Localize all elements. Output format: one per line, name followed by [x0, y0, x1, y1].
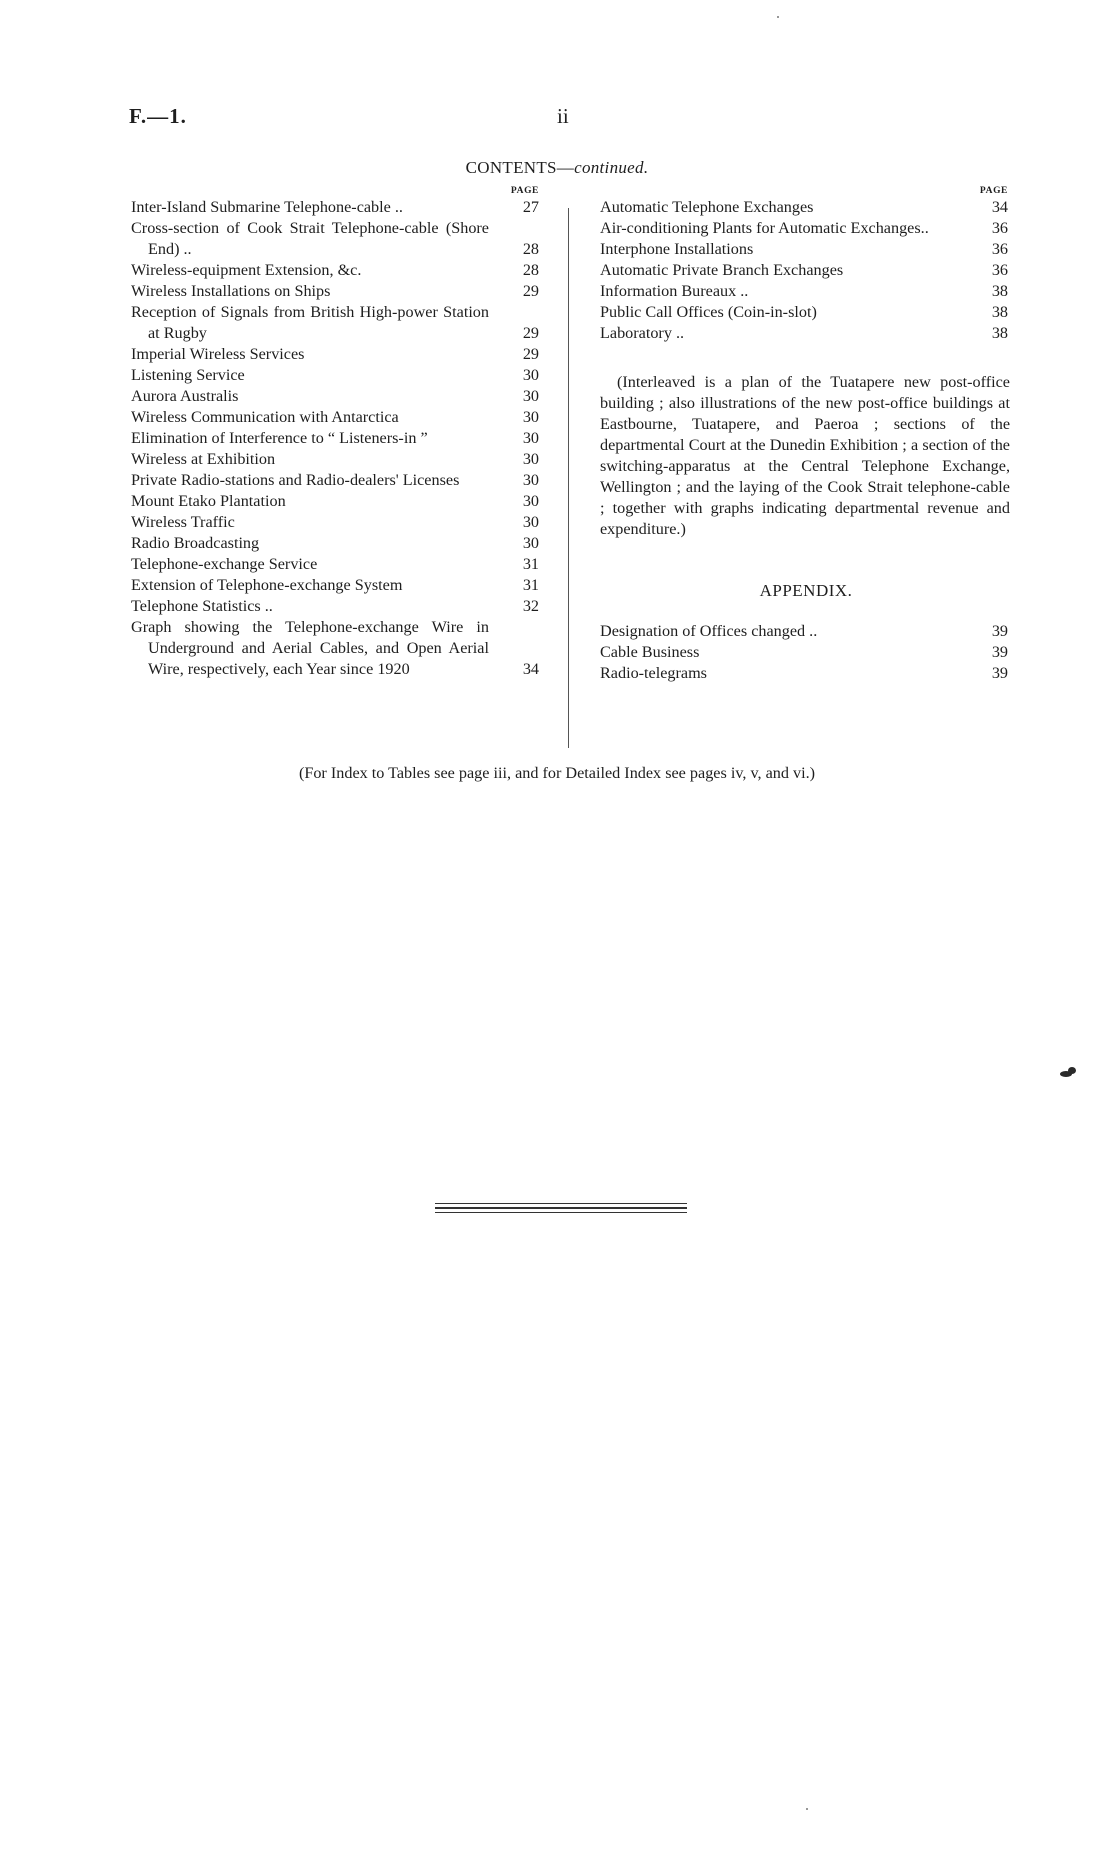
contents-entry	[131, 596, 543, 617]
contents-title: CONTENTS—	[465, 158, 575, 177]
contents-entry	[600, 260, 1012, 281]
entry-page: 39	[991, 664, 1008, 682]
contents-entry	[600, 218, 1012, 239]
entry-title: Private Radio-stations and Radio-dealers' Licenses	[131, 471, 460, 489]
entry-page: 28	[522, 240, 539, 258]
contents-entry	[131, 386, 543, 407]
left-entry-list	[131, 197, 543, 680]
index-note: (For Index to Tables see page iii, and for Detailed Index see pages iv, v, and vi.)	[298, 764, 816, 782]
entry-title: Interphone Installations	[600, 240, 754, 258]
closing-rule	[435, 1212, 687, 1213]
entry-title: Wireless Traffic	[131, 513, 235, 531]
contents-entry	[131, 470, 543, 491]
entry-page: 30	[522, 366, 539, 384]
entry-page: 30	[522, 492, 539, 510]
entry-title: Telephone-exchange Service	[131, 555, 318, 573]
entry-title: Wireless Installations on Ships	[131, 282, 331, 300]
entry-page: 32	[522, 597, 539, 615]
interleaved-note: (Interleaved is a plan of the Tuatapere new post-office building ; also illustrations of the new post-office buildings at Eastbourne, Tuatapere, and Paeroa ; sections of the departmental Court at the Dunedin Exhibition ; a section of the switching-apparatus at the Central Telephone Exchange, Wellington ; and the laying of the Cook Strait telephone-cable ; together with graphs indicating departmental revenue and expenditure.)	[600, 373, 1010, 538]
entry-page: 28	[522, 261, 539, 279]
contents-entry	[600, 621, 1012, 642]
page-number: ii	[557, 104, 569, 128]
entry-title: Wireless-equipment Extension, &c.	[131, 261, 362, 279]
entry-page: 38	[991, 303, 1008, 321]
entry-title: Extension of Telephone-exchange System	[131, 576, 403, 594]
contents-entry	[131, 260, 543, 281]
contents-right-column	[600, 185, 1012, 684]
contents-entry	[131, 365, 543, 386]
column-divider	[568, 208, 569, 748]
entry-page: 36	[991, 261, 1008, 279]
contents-entry	[600, 197, 1012, 218]
contents-entry	[600, 663, 1012, 684]
entry-page: 27	[522, 198, 539, 216]
contents-entry	[600, 323, 1012, 344]
contents-entry	[131, 554, 543, 575]
entry-page: 30	[522, 408, 539, 426]
entry-title: Aurora Australis	[131, 387, 239, 405]
contents-entry	[131, 512, 543, 533]
contents-entry	[131, 218, 543, 260]
entry-page: 34	[991, 198, 1008, 216]
entry-title: Automatic Telephone Exchanges	[600, 198, 814, 216]
contents-entry	[131, 449, 543, 470]
page-column-heading: PAGE	[510, 186, 539, 196]
ink-speck	[777, 16, 779, 18]
document-reference: F.—1.	[129, 104, 187, 128]
contents-left-column	[131, 185, 543, 680]
entry-page: 39	[991, 643, 1008, 661]
entry-page: 30	[522, 513, 539, 531]
contents-entry	[131, 575, 543, 596]
entry-title: Listening Service	[131, 366, 245, 384]
contents-entry	[131, 302, 543, 344]
entry-title: Radio-telegrams	[600, 664, 707, 682]
entry-page: 30	[522, 471, 539, 489]
entry-page: 36	[991, 219, 1008, 237]
contents-entry	[131, 407, 543, 428]
contents-entry	[600, 302, 1012, 323]
contents-entry	[131, 617, 543, 680]
entry-page: 29	[522, 282, 539, 300]
contents-entry	[600, 281, 1012, 302]
entry-page: 34	[522, 660, 539, 678]
entry-page: 30	[522, 450, 539, 468]
contents-entry	[600, 642, 1012, 663]
contents-entry	[131, 281, 543, 302]
entry-title: Wireless Communication with Antarctica	[131, 408, 399, 426]
contents-entry	[131, 197, 543, 218]
entry-title: Inter-Island Submarine Telephone-cable ..	[131, 198, 403, 216]
entry-title: Air-conditioning Plants for Automatic Exchanges..	[600, 219, 929, 237]
entry-page: 30	[522, 387, 539, 405]
entry-title: Cable Business	[600, 643, 700, 661]
appendix-heading: APPENDIX.	[759, 581, 853, 600]
entry-title: Wireless at Exhibition	[131, 450, 276, 468]
contents-entry	[600, 239, 1012, 260]
contents-entry	[131, 491, 543, 512]
entry-page: 36	[991, 240, 1008, 258]
entry-title: Elimination of Interference to “ Listeners-in ”	[131, 429, 428, 447]
closing-rule	[435, 1203, 687, 1204]
contents-entry	[131, 533, 543, 554]
entry-title: Reception of Signals from British High-power Station at Rugby	[131, 303, 489, 342]
entry-page: 29	[522, 345, 539, 363]
entry-title: Laboratory ..	[600, 324, 685, 342]
entry-page: 31	[522, 576, 539, 594]
entry-title: Imperial Wireless Services	[131, 345, 305, 363]
ink-mark	[1068, 1067, 1076, 1074]
entry-page: 31	[522, 555, 539, 573]
entry-title: Mount Etako Plantation	[131, 492, 286, 510]
entry-page: 30	[522, 534, 539, 552]
entry-page: 29	[522, 324, 539, 342]
right-entry-list	[600, 197, 1012, 344]
contents-heading	[0, 158, 1114, 178]
contents-continued: continued.	[574, 158, 649, 177]
entry-page: 38	[991, 282, 1008, 300]
entry-title: Automatic Private Branch Exchanges	[600, 261, 844, 279]
entry-title: Designation of Offices changed ..	[600, 622, 818, 640]
entry-title: Information Bureaux ..	[600, 282, 749, 300]
contents-entry	[131, 344, 543, 365]
entry-page: 39	[991, 622, 1008, 640]
entry-title: Cross-section of Cook Strait Telephone-cable (Shore End) ..	[131, 219, 489, 258]
entry-title: Public Call Offices (Coin-in-slot)	[600, 303, 817, 321]
entry-title: Telephone Statistics ..	[131, 597, 273, 615]
entry-page: 30	[522, 429, 539, 447]
entry-title: Graph showing the Telephone-exchange Wire in Underground and Aerial Cables, and Open Aerial Wire, respectively, each Year since 1920	[131, 618, 489, 678]
appendix-entry-list	[600, 621, 1012, 684]
ink-speck	[806, 1808, 808, 1810]
closing-rule	[435, 1207, 687, 1209]
page-column-heading: PAGE	[979, 186, 1008, 196]
contents-entry	[131, 428, 543, 449]
entry-page: 38	[991, 324, 1008, 342]
entry-title: Radio Broadcasting	[131, 534, 260, 552]
